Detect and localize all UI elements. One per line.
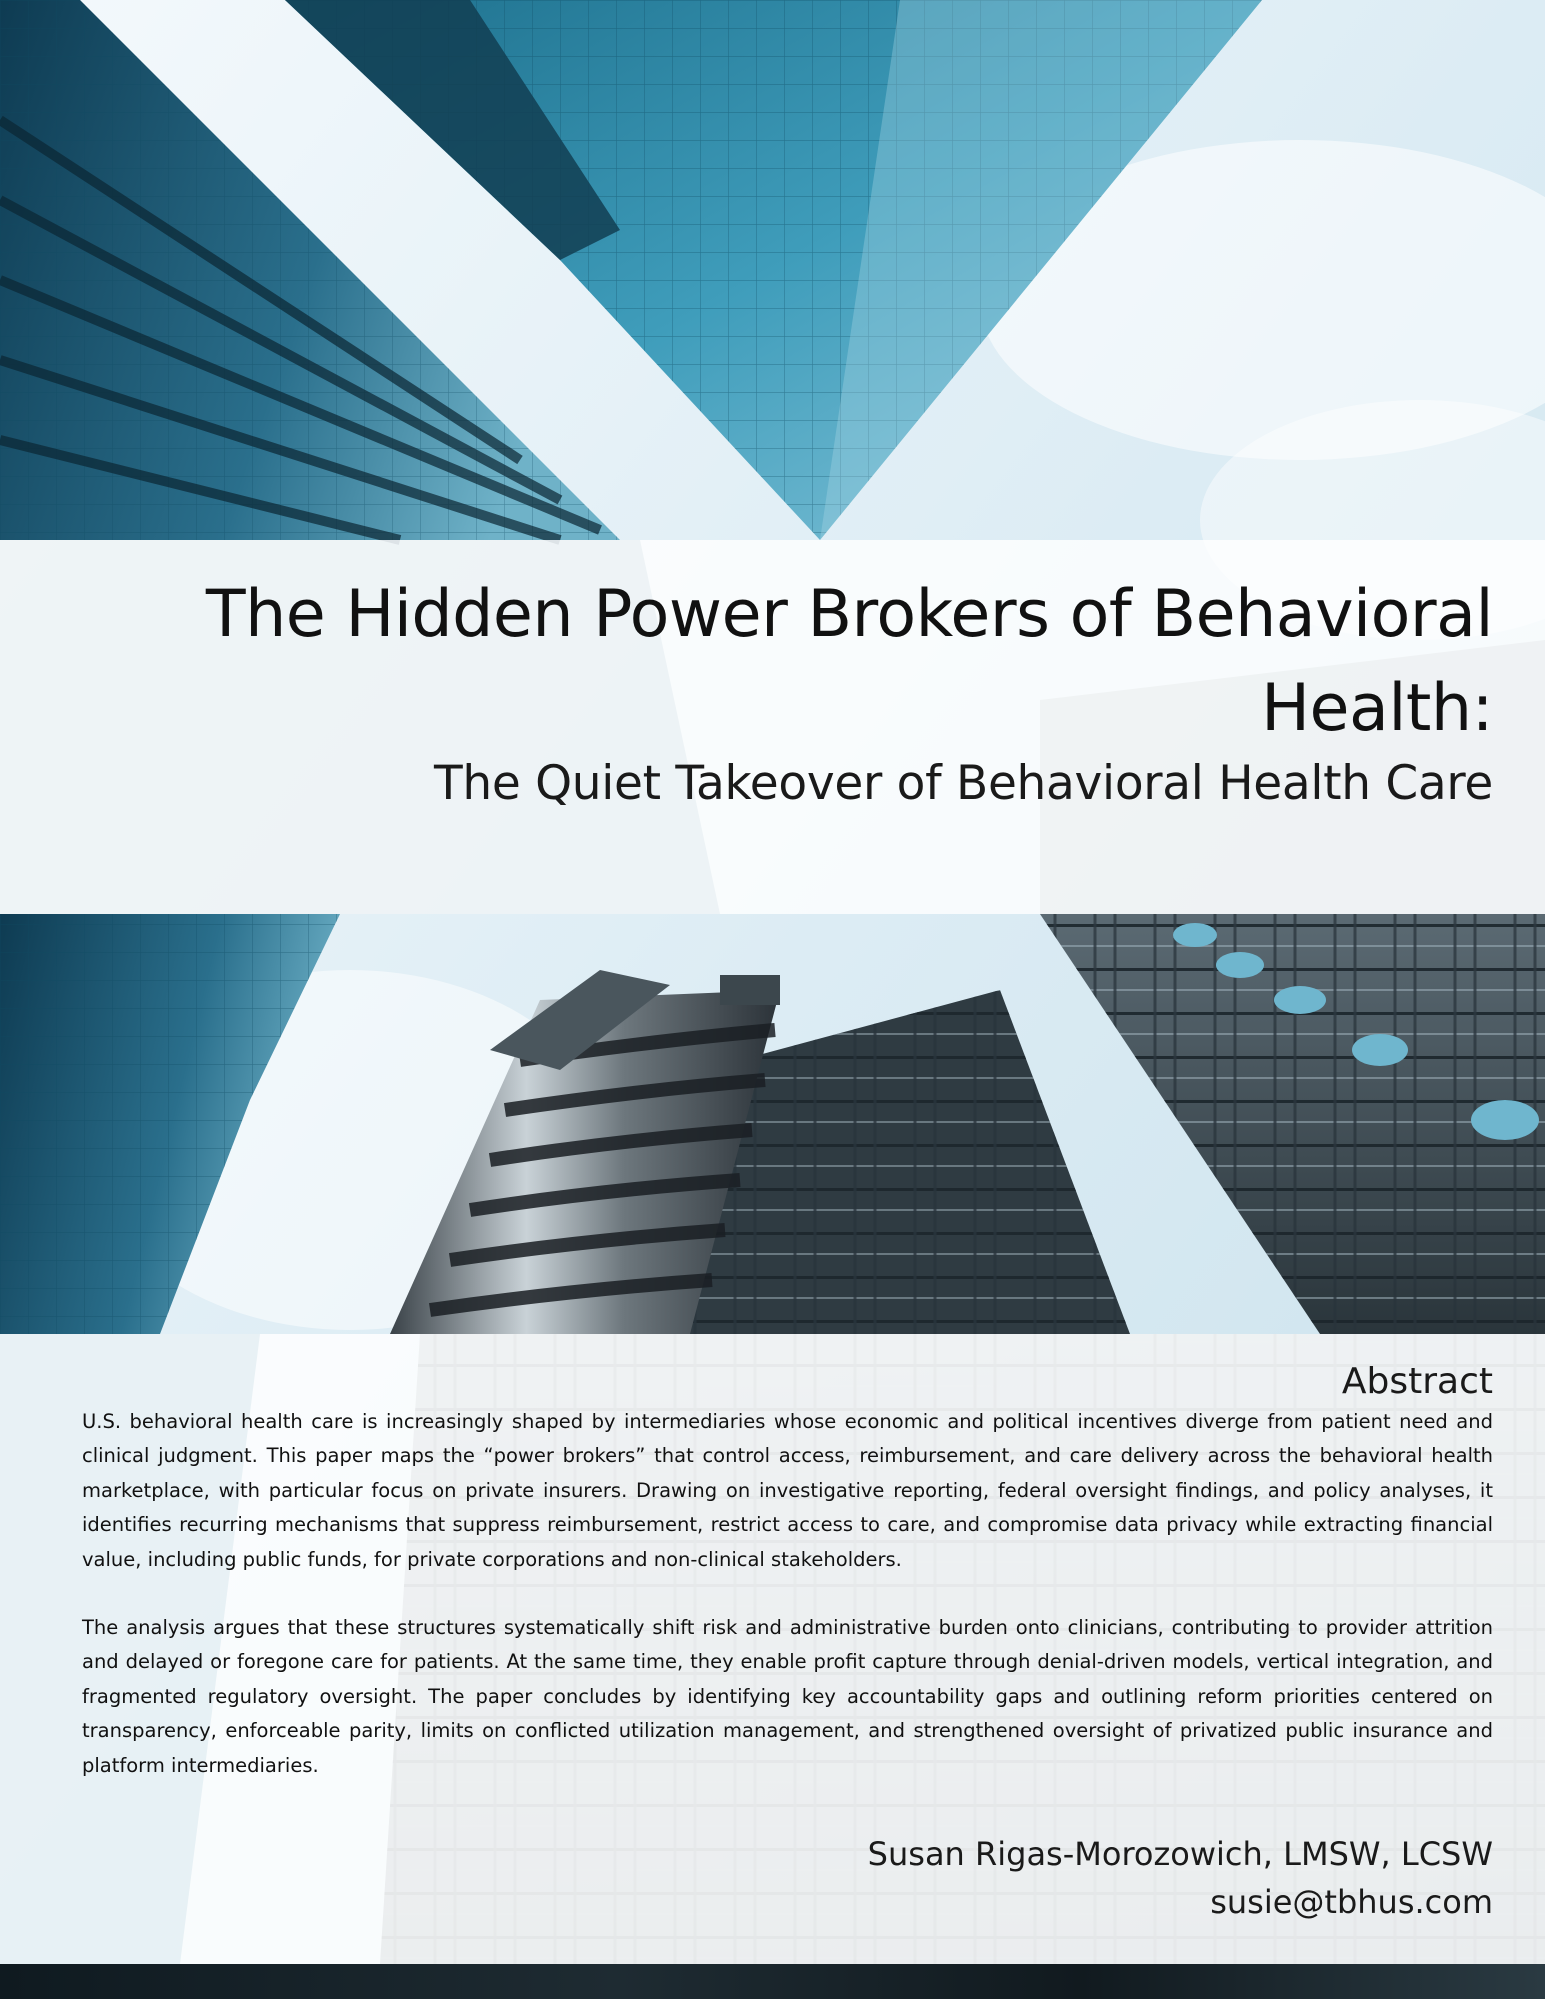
abstract-paragraph: The analysis argues that these structures systematically shift risk and administrative burden onto clinicians, contributing to provider attrition and delayed or foregone care for patients. At the same time, they enable profit capture through denial-driven models, vertical integration, and fragmented regulatory oversight. The paper concludes by identifying key accountability gaps and outlining reform priorities centered on transparency, enforceable parity, limits on conflicted utilization management, and strengthened oversight of privatized public insurance and platform intermediaries. [82, 1616, 1493, 1777]
author-block [868, 1830, 1493, 1926]
abstract-heading: Abstract [1341, 1361, 1493, 1402]
bottom-image-strip [0, 1964, 1545, 1999]
abstract-body [82, 1405, 1493, 1817]
author-name: Susan Rigas-Morozowich, LMSW, LCSW [867, 1835, 1493, 1873]
author-email: susie@tbhus.com [1210, 1883, 1493, 1921]
document-subtitle: The Quiet Takeover of Behavioral Health Care [433, 756, 1493, 811]
document-title: The Hidden Power Brokers of Behavioral Health: [205, 577, 1493, 746]
abstract-paragraph: U.S. behavioral health care is increasingly shaped by intermediaries whose economic and political incentives diverge from patient need and clinical judgment. This paper maps the “power brokers” that control access, reimbursement, and care delivery across the behavioral health marketplace, with particular focus on private insurers. Drawing on investigative reporting, federal oversight findings, and policy analyses, it identifies recurring mechanisms that suppress reimbursement, restrict access to care, and compromise data privacy while extracting financial value, including public funds, for private corporations and non-clinical stakeholders. [82, 1410, 1493, 1571]
